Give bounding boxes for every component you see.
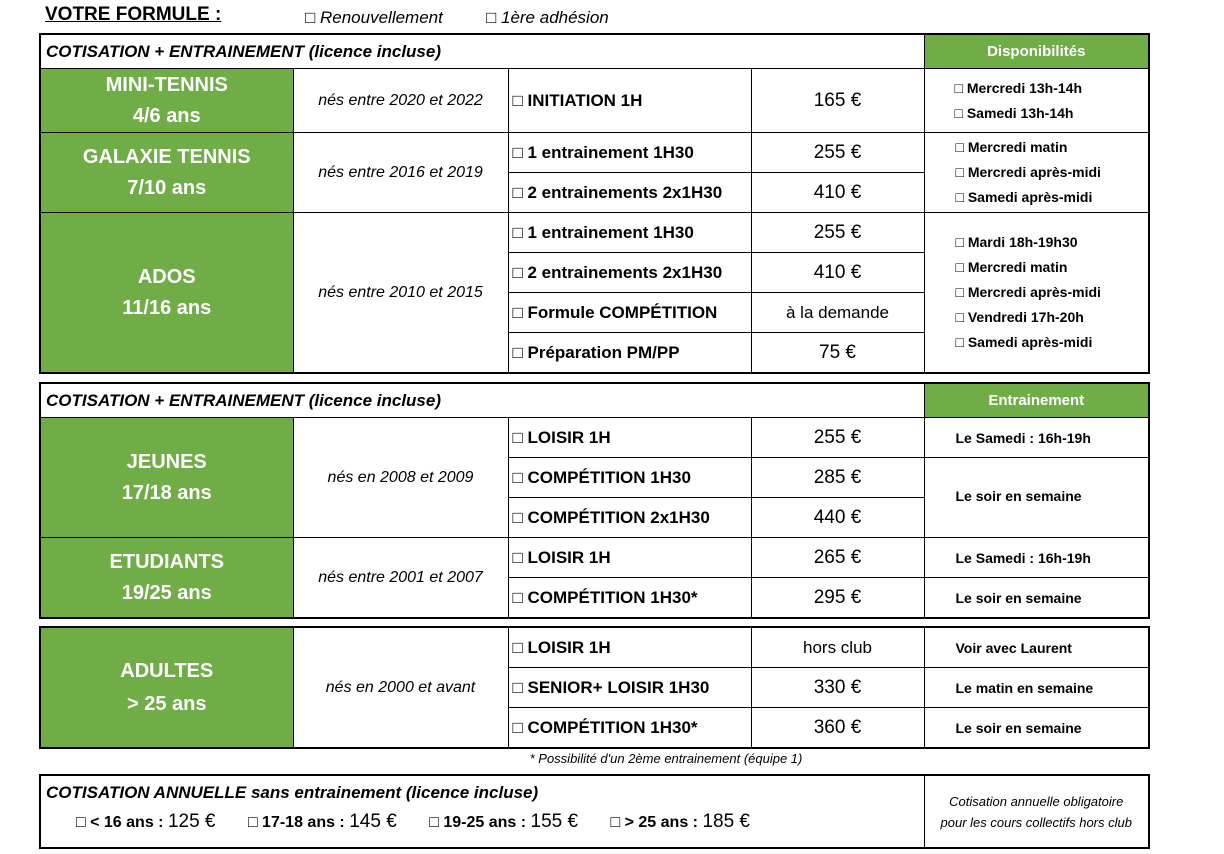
training-slot: Voir avec Laurent bbox=[924, 627, 1149, 668]
price: 440 € bbox=[751, 498, 924, 538]
price: 330 € bbox=[751, 668, 924, 708]
training-slot: Le soir en semaine bbox=[924, 458, 1149, 538]
born-range: nés entre 2016 et 2019 bbox=[293, 133, 508, 213]
group-etudiants: ETUDIANTS 19/25 ans bbox=[40, 538, 293, 619]
born-range: nés entre 2010 et 2015 bbox=[293, 213, 508, 374]
availability-header: Disponibilités bbox=[924, 34, 1149, 69]
annual-table bbox=[39, 774, 1150, 849]
option-checkbox[interactable]: □ 1 entrainement 1H30 bbox=[508, 133, 751, 173]
price: hors club bbox=[751, 627, 924, 668]
availability-list[interactable] bbox=[924, 213, 1149, 374]
group-galaxie-tennis: GALAXIE TENNIS 7/10 ans bbox=[40, 133, 293, 213]
availability-item[interactable]: □ Mercredi après-midi bbox=[955, 284, 1101, 300]
section2-table bbox=[39, 382, 1150, 619]
born-range: nés entre 2001 et 2007 bbox=[293, 538, 508, 619]
born-range: nés en 2000 et avant bbox=[293, 627, 508, 748]
availability-item[interactable]: □ Mercredi 13h-14h bbox=[954, 79, 1083, 96]
availability-item[interactable]: □ Samedi 13h-14h bbox=[954, 104, 1074, 121]
training-slot: Le matin en semaine bbox=[924, 668, 1149, 708]
form-title: VOTRE FORMULE : bbox=[45, 4, 222, 25]
price: 255 € bbox=[751, 133, 924, 173]
training-slot: Le Samedi : 16h-19h bbox=[924, 418, 1149, 458]
born-range: nés en 2008 et 2009 bbox=[293, 418, 508, 538]
option-checkbox[interactable]: □ Préparation PM/PP bbox=[508, 333, 751, 374]
annual-option-19-25[interactable]: □ 19-25 ans : 155 € bbox=[429, 811, 579, 832]
option-checkbox[interactable]: □ LOISIR 1H bbox=[508, 418, 751, 458]
option-checkbox[interactable]: □ 2 entrainements 2x1H30 bbox=[508, 173, 751, 213]
training-slot: Le soir en semaine bbox=[924, 708, 1149, 749]
availability-list[interactable] bbox=[924, 133, 1149, 213]
annual-note: Cotisation annuelle obligatoire pour les cours collectifs hors club bbox=[924, 775, 1149, 848]
option-checkbox[interactable]: □ LOISIR 1H bbox=[508, 627, 751, 668]
training-slot: Le soir en semaine bbox=[924, 578, 1149, 619]
price: 265 € bbox=[751, 538, 924, 578]
section2-title: COTISATION + ENTRAINEMENT (licence incluse) bbox=[40, 383, 924, 418]
option-checkbox[interactable]: □ COMPÉTITION 1H30* bbox=[508, 578, 751, 619]
annual-option-over25[interactable]: □ > 25 ans : 185 € bbox=[610, 811, 750, 832]
born-range: nés entre 2020 et 2022 bbox=[293, 69, 508, 133]
option-checkbox[interactable]: □ LOISIR 1H bbox=[508, 538, 751, 578]
annual-option-under16[interactable]: □ < 16 ans : 125 € bbox=[76, 811, 216, 832]
annual-title: COTISATION ANNUELLE sans entrainement (licence incluse) bbox=[46, 783, 539, 802]
price: à la demande bbox=[751, 293, 924, 333]
annual-fee-box bbox=[40, 775, 924, 848]
availability-item[interactable]: □ Mardi 18h-19h30 bbox=[955, 234, 1078, 250]
option-checkbox[interactable]: □ 1 entrainement 1H30 bbox=[508, 213, 751, 253]
price: 360 € bbox=[751, 708, 924, 749]
group-ados: ADOS 11/16 ans bbox=[40, 213, 293, 374]
annual-option-17-18[interactable]: □ 17-18 ans : 145 € bbox=[247, 811, 397, 832]
availability-item[interactable]: □ Samedi après-midi bbox=[955, 189, 1093, 205]
renewal-checkbox[interactable]: □ Renouvellement bbox=[305, 8, 443, 27]
option-checkbox[interactable]: □ 2 entrainements 2x1H30 bbox=[508, 253, 751, 293]
option-checkbox[interactable]: □ SENIOR+ LOISIR 1H30 bbox=[508, 668, 751, 708]
option-checkbox[interactable]: □ Formule COMPÉTITION bbox=[508, 293, 751, 333]
training-slot: Le Samedi : 16h-19h bbox=[924, 538, 1149, 578]
price: 75 € bbox=[751, 333, 924, 374]
availability-list[interactable] bbox=[924, 69, 1149, 133]
option-checkbox[interactable]: □ COMPÉTITION 1H30 bbox=[508, 458, 751, 498]
option-checkbox[interactable]: □ INITIATION 1H bbox=[508, 69, 751, 133]
option-checkbox[interactable]: □ COMPÉTITION 1H30* bbox=[508, 708, 751, 749]
availability-item[interactable]: □ Mercredi matin bbox=[955, 139, 1068, 155]
section1-title: COTISATION + ENTRAINEMENT (licence incluse) bbox=[40, 34, 924, 69]
price: 255 € bbox=[751, 213, 924, 253]
price: 165 € bbox=[751, 69, 924, 133]
price: 410 € bbox=[751, 173, 924, 213]
price: 410 € bbox=[751, 253, 924, 293]
availability-item[interactable]: □ Mercredi matin bbox=[955, 259, 1068, 275]
group-mini-tennis: MINI-TENNIS 4/6 ans bbox=[40, 69, 293, 133]
group-jeunes: JEUNES 17/18 ans bbox=[40, 418, 293, 538]
section3-table bbox=[39, 626, 1150, 749]
training-header: Entrainement bbox=[924, 383, 1149, 418]
group-adultes: ADULTES > 25 ans bbox=[40, 627, 293, 748]
price: 285 € bbox=[751, 458, 924, 498]
option-checkbox[interactable]: □ COMPÉTITION 2x1H30 bbox=[508, 498, 751, 538]
availability-item[interactable]: □ Mercredi après-midi bbox=[955, 164, 1101, 180]
price: 255 € bbox=[751, 418, 924, 458]
footnote: * Possibilité d'un 2ème entrainement (équipe 1) bbox=[529, 751, 803, 766]
price: 295 € bbox=[751, 578, 924, 619]
section1-table bbox=[39, 33, 1150, 374]
first-membership-checkbox[interactable]: □ 1ère adhésion bbox=[486, 8, 609, 27]
availability-item[interactable]: □ Samedi après-midi bbox=[955, 334, 1093, 350]
availability-item[interactable]: □ Vendredi 17h-20h bbox=[955, 309, 1084, 325]
